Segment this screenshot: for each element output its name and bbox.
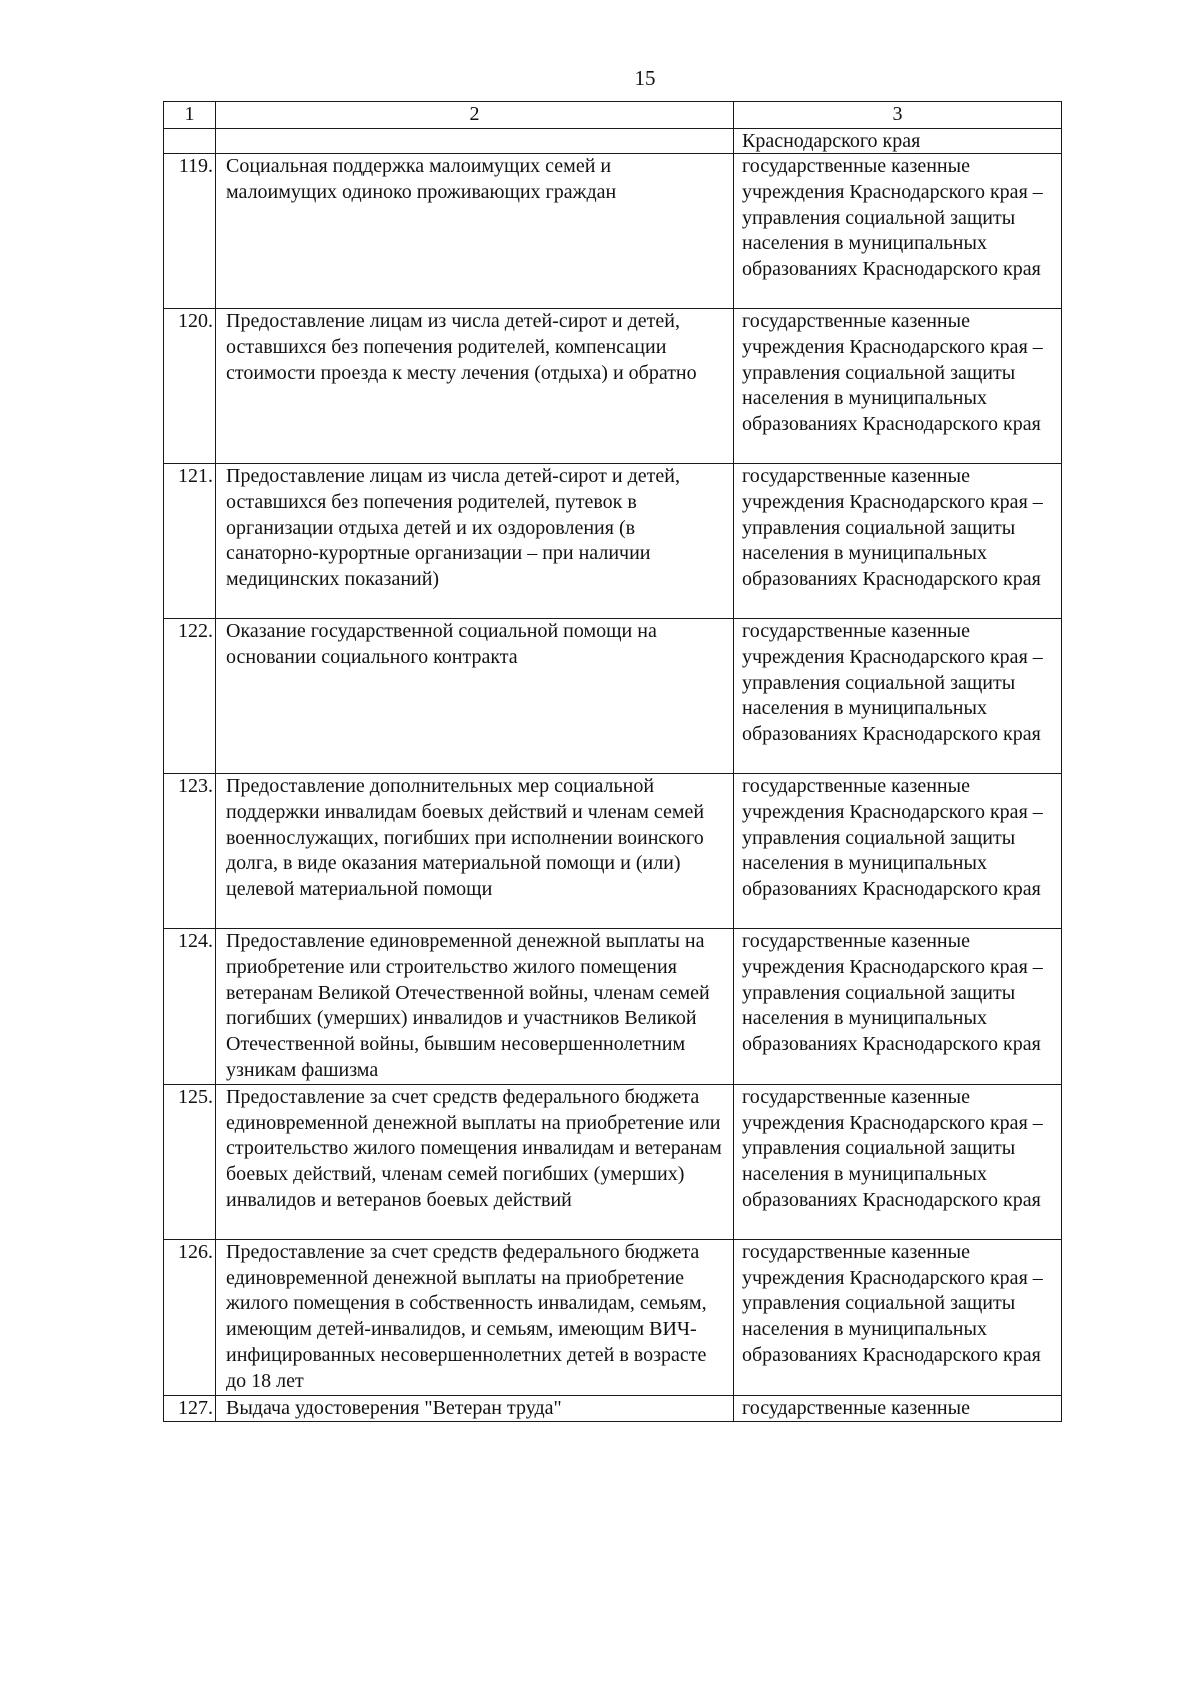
row-number: 125.: [164, 1084, 216, 1239]
responsible-org: государственные казенные: [734, 1395, 1062, 1422]
service-name: Предоставление единовременной денежной выплаты на приобретение или строительство жилого помещения ветеранам Великой Отечественной войны, членам семей погибших (умерших) инвалидов и участников Великой Отечественной войны, бывшим несовершеннолетним узникам фашизма: [216, 929, 734, 1085]
responsible-org: государственные казенные учреждения Краснодарского края – управления социальной защиты населения в муниципальных образованиях Краснодарского края: [734, 774, 1062, 929]
table-row: [164, 309, 1062, 464]
responsible-org: государственные казенные учреждения Краснодарского края – управления социальной защиты населения в муниципальных образованиях Краснодарского края: [734, 619, 1062, 774]
table-row: [164, 154, 1062, 309]
row-number: 127.: [164, 1395, 216, 1422]
row-number: 124.: [164, 929, 216, 1085]
row-number: 123.: [164, 774, 216, 929]
continuation-row: [164, 129, 1062, 154]
header-cell-2: 2: [216, 102, 734, 129]
service-name: Предоставление лицам из числа детей-сирот и детей, оставшихся без попечения родителей, путевок в организации отдыха детей и их оздоровления (в санаторно-курортные организации – при наличии медицинских показаний): [216, 464, 734, 619]
responsible-org: государственные казенные учреждения Краснодарского края – управления социальной защиты населения в муниципальных образованиях Краснодарского края: [734, 1084, 1062, 1239]
table-row: [164, 1084, 1062, 1239]
service-name: Социальная поддержка малоимущих семей и малоимущих одиноко проживающих граждан: [216, 154, 734, 309]
responsible-org: государственные казенные учреждения Краснодарского края – управления социальной защиты населения в муниципальных образованиях Краснодарского края: [734, 154, 1062, 309]
responsible-org: государственные казенные учреждения Краснодарского края – управления социальной защиты населения в муниципальных образованиях Краснодарского края: [734, 464, 1062, 619]
row-number: 122.: [164, 619, 216, 774]
table-row: [164, 774, 1062, 929]
continuation-service-cell: [216, 129, 734, 154]
service-name: Выдача удостоверения "Ветеран труда": [216, 1395, 734, 1422]
header-cell-3: 3: [734, 102, 1062, 129]
header-cell-1: 1: [164, 102, 216, 129]
service-name: Предоставление лицам из числа детей-сирот и детей, оставшихся без попечения родителей, компенсации стоимости проезда к месту лечения (отдыха) и обратно: [216, 309, 734, 464]
service-name: Предоставление дополнительных мер социальной поддержки инвалидам боевых действий и членам семей военнослужащих, погибших при исполнении воинского долга, в виде оказания материальной помощи и (или) целевой материальной помощи: [216, 774, 734, 929]
service-name: Оказание государственной социальной помощи на основании социального контракта: [216, 619, 734, 774]
row-number: 126.: [164, 1239, 216, 1395]
responsible-org: государственные казенные учреждения Краснодарского края – управления социальной защиты населения в муниципальных образованиях Краснодарского края: [734, 309, 1062, 464]
continuation-num-cell: [164, 129, 216, 154]
responsible-org: государственные казенные учреждения Краснодарского края – управления социальной защиты населения в муниципальных образованиях Краснодарского края: [734, 1239, 1062, 1395]
table-row: [164, 1395, 1062, 1422]
row-number: 119.: [164, 154, 216, 309]
table-row: [164, 619, 1062, 774]
table-row: [164, 1239, 1062, 1395]
table-row: [164, 464, 1062, 619]
services-table: [163, 101, 1062, 1422]
responsible-org: государственные казенные учреждения Краснодарского края – управления социальной защиты населения в муниципальных образованиях Краснодарского края: [734, 929, 1062, 1085]
table-header-row: [164, 102, 1062, 129]
row-number: 121.: [164, 464, 216, 619]
service-name: Предоставление за счет средств федерального бюджета единовременной денежной выплаты на приобретение жилого помещения в собственность инвалидам, семьям, имеющим детей-инвалидов, и семьям, имеющим ВИЧ-инфицированных несовершеннолетних детей в возрасте до 18 лет: [216, 1239, 734, 1395]
row-number: 120.: [164, 309, 216, 464]
table-row: [164, 929, 1062, 1085]
service-name: Предоставление за счет средств федерального бюджета единовременной денежной выплаты на приобретение или строительство жилого помещения инвалидам и ветеранам боевых действий, членам семей погибших (умерших) инвалидов и ветеранов боевых действий: [216, 1084, 734, 1239]
page-number: 15: [634, 66, 656, 90]
continuation-org-cell: Краснодарского края: [734, 129, 1062, 154]
